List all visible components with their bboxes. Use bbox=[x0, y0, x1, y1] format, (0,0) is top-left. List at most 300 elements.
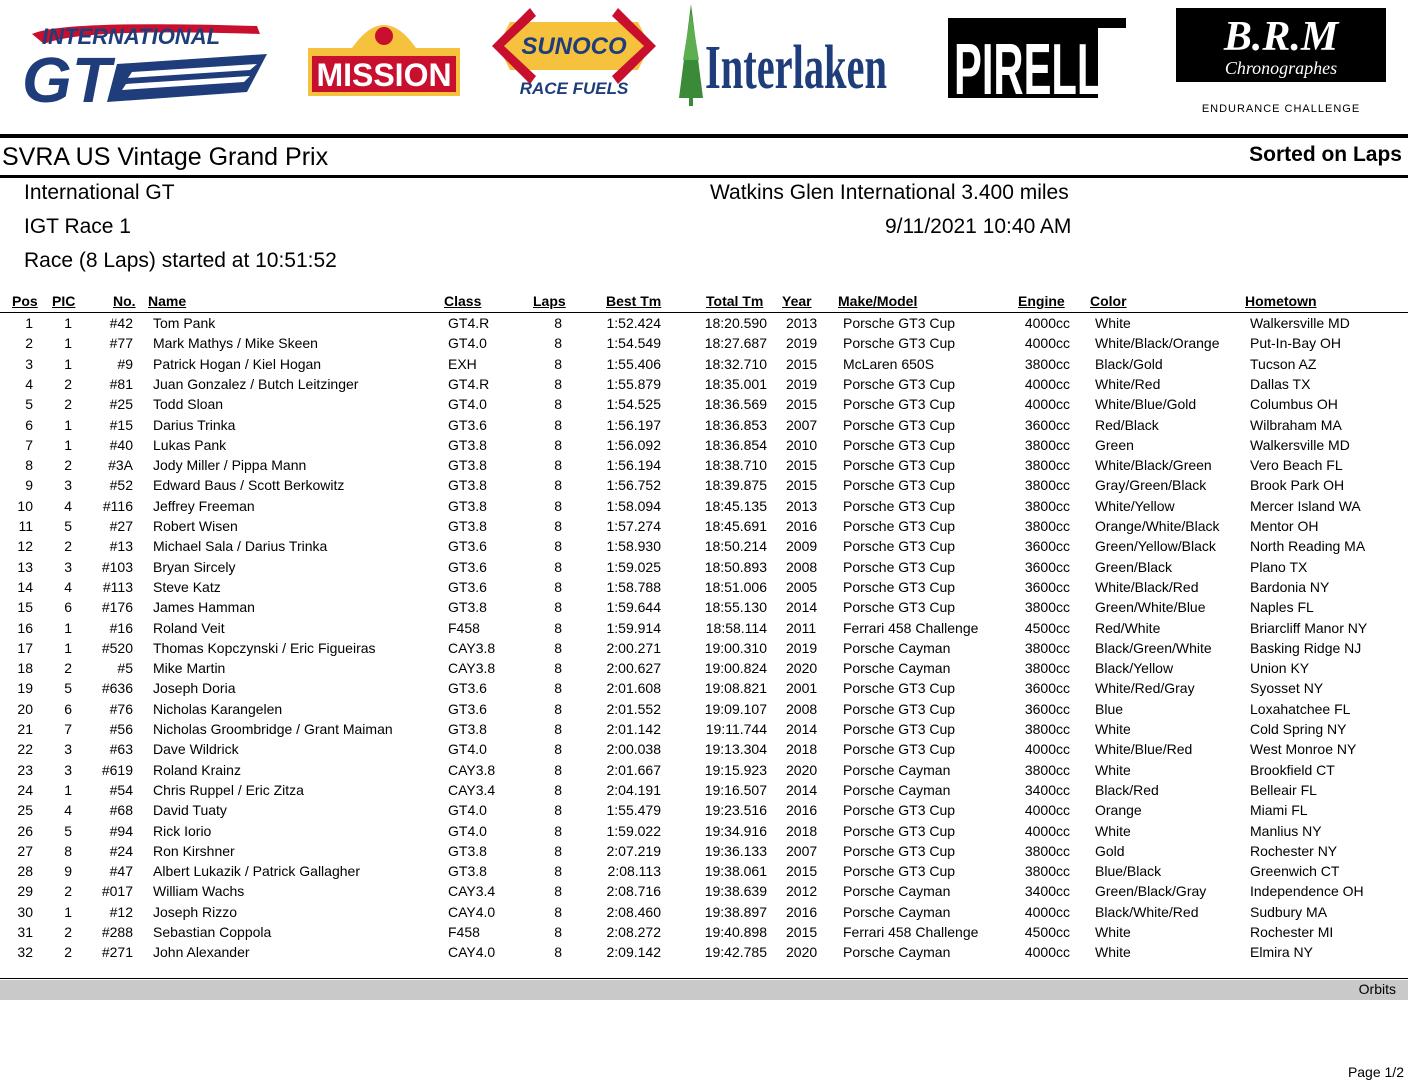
cell-best: 1:55.479 bbox=[606, 802, 661, 819]
cell-pos: 2 bbox=[25, 335, 33, 352]
table-row bbox=[0, 376, 1408, 396]
cell-pos: 27 bbox=[17, 842, 33, 859]
cell-total: 19:36.133 bbox=[704, 842, 767, 859]
cell-total: 19:42.785 bbox=[704, 944, 767, 961]
cell-name: Edward Baus / Scott Berkowitz bbox=[153, 477, 345, 494]
cell-make: Porsche GT3 Cup bbox=[843, 416, 956, 433]
cell-total: 18:39.875 bbox=[704, 477, 767, 494]
cell-no: #40 bbox=[109, 436, 133, 453]
track-name: Watkins Glen International 3.400 miles bbox=[710, 181, 1069, 204]
cell-hometown: Bardonia NY bbox=[1250, 578, 1330, 595]
table-row bbox=[0, 620, 1408, 640]
cell-no: #9 bbox=[117, 355, 133, 372]
cell-make: Porsche Cayman bbox=[843, 883, 951, 900]
cell-make: Porsche GT3 Cup bbox=[843, 518, 956, 534]
cell-laps: 8 bbox=[554, 558, 562, 575]
cell-total: 19:00.824 bbox=[704, 660, 767, 677]
cell-hometown: Basking Ridge NJ bbox=[1250, 639, 1362, 656]
cell-pic: 2 bbox=[64, 883, 72, 900]
cell-color: White bbox=[1095, 315, 1131, 331]
page-title: SVRA US Vintage Grand Prix bbox=[2, 143, 329, 171]
cell-hometown: Plano TX bbox=[1250, 558, 1308, 575]
cell-name: Todd Sloan bbox=[153, 396, 224, 413]
cell-color: Blue bbox=[1095, 700, 1124, 717]
cell-color: White/Red/Gray bbox=[1095, 680, 1195, 697]
svg-text:B.R.M: B.R.M bbox=[1223, 14, 1339, 60]
cell-engine: 3800cc bbox=[1024, 761, 1070, 778]
cell-name: Robert Wisen bbox=[153, 518, 238, 534]
cell-year: 2020 bbox=[786, 660, 818, 677]
cell-color: White bbox=[1095, 721, 1131, 737]
cell-make: Porsche GT3 Cup bbox=[843, 741, 956, 758]
cell-best: 1:52.424 bbox=[606, 315, 661, 331]
cell-total: 19:38.061 bbox=[704, 863, 767, 880]
cell-name: Lukas Pank bbox=[153, 436, 227, 453]
cell-total: 18:36.854 bbox=[704, 436, 767, 453]
table-row bbox=[0, 924, 1408, 944]
cell-pos: 7 bbox=[25, 436, 33, 453]
cell-laps: 8 bbox=[554, 619, 562, 636]
cell-hometown: West Monroe NY bbox=[1250, 741, 1357, 758]
cell-color: White bbox=[1095, 761, 1131, 778]
cell-best: 2:04.191 bbox=[606, 781, 661, 798]
cell-name: Roland Krainz bbox=[153, 761, 241, 778]
cell-laps: 8 bbox=[554, 680, 562, 697]
cell-laps: 8 bbox=[554, 457, 562, 474]
table-row bbox=[0, 843, 1408, 863]
cell-hometown: Loxahatchee FL bbox=[1250, 700, 1351, 717]
cell-color: Green/Yellow/Black bbox=[1095, 538, 1216, 555]
cell-total: 18:35.001 bbox=[704, 375, 767, 392]
cell-year: 2008 bbox=[786, 700, 818, 717]
cell-pic: 7 bbox=[64, 721, 72, 737]
cell-class: GT3.8 bbox=[448, 599, 487, 616]
table-row bbox=[0, 741, 1408, 761]
cell-make: Porsche GT3 Cup bbox=[843, 599, 956, 616]
cell-total: 18:32.710 bbox=[704, 355, 767, 372]
cell-engine: 3600cc bbox=[1024, 538, 1070, 555]
cell-pic: 3 bbox=[64, 761, 72, 778]
table-row bbox=[0, 721, 1408, 741]
cell-name: Bryan Sircely bbox=[153, 558, 236, 575]
cell-laps: 8 bbox=[554, 660, 562, 677]
cell-pic: 6 bbox=[64, 700, 72, 717]
cell-color: White bbox=[1095, 944, 1131, 961]
cell-color: White/Blue/Red bbox=[1095, 741, 1193, 758]
cell-pos: 26 bbox=[17, 822, 33, 839]
cell-class: GT3.6 bbox=[448, 680, 487, 697]
cell-color: Blue/Black bbox=[1095, 863, 1162, 880]
cell-hometown: Elmira NY bbox=[1250, 944, 1314, 961]
cell-year: 2015 bbox=[786, 396, 818, 413]
cell-pos: 28 bbox=[17, 863, 33, 880]
cell-pic: 5 bbox=[64, 518, 72, 534]
table-row bbox=[0, 559, 1408, 579]
cell-best: 2:01.667 bbox=[606, 761, 661, 778]
cell-best: 1:56.194 bbox=[606, 457, 661, 474]
cell-laps: 8 bbox=[554, 315, 562, 331]
cell-no: #54 bbox=[109, 781, 133, 798]
cell-no: #176 bbox=[101, 599, 133, 616]
cell-color: Green/Black bbox=[1095, 558, 1173, 575]
col-pic: PIC bbox=[52, 293, 76, 309]
cell-color: White/Black/Red bbox=[1095, 578, 1199, 595]
page-number: Page 1/2 bbox=[1347, 1064, 1404, 1080]
cell-color: White/Yellow bbox=[1095, 497, 1175, 514]
cell-laps: 8 bbox=[554, 416, 562, 433]
cell-class: F458 bbox=[448, 924, 480, 940]
cell-hometown: Union KY bbox=[1250, 660, 1310, 677]
col-class: Class bbox=[444, 293, 482, 309]
footer-bar bbox=[0, 980, 1408, 1000]
cell-pos: 21 bbox=[17, 721, 33, 737]
cell-hometown: Belleair FL bbox=[1250, 781, 1317, 798]
cell-no: #520 bbox=[101, 639, 133, 656]
sunoco-logo bbox=[490, 8, 658, 96]
cell-year: 2016 bbox=[786, 802, 818, 819]
cell-name: James Hamman bbox=[153, 599, 255, 616]
cell-make: Porsche GT3 Cup bbox=[843, 558, 956, 575]
cell-engine: 4000cc bbox=[1024, 741, 1070, 758]
cell-pos: 8 bbox=[25, 457, 33, 474]
cell-color: White bbox=[1095, 924, 1131, 940]
cell-total: 18:58.114 bbox=[705, 619, 767, 636]
cell-hometown: Put-In-Bay OH bbox=[1250, 335, 1342, 352]
table-row bbox=[0, 701, 1408, 721]
cell-pic: 1 bbox=[64, 315, 72, 331]
cell-class: GT3.6 bbox=[448, 700, 487, 717]
cell-year: 2011 bbox=[786, 619, 817, 636]
table-row bbox=[0, 782, 1408, 802]
cell-no: #5 bbox=[117, 660, 133, 677]
cell-year: 2016 bbox=[786, 903, 818, 920]
cell-color: Black/Green/White bbox=[1095, 639, 1212, 656]
cell-class: GT3.6 bbox=[448, 416, 487, 433]
cell-make: Porsche GT3 Cup bbox=[843, 375, 956, 392]
col-year: Year bbox=[782, 293, 812, 309]
col-hometown: Hometown bbox=[1245, 293, 1317, 309]
cell-pos: 5 bbox=[25, 396, 33, 413]
cell-pos: 20 bbox=[17, 700, 33, 717]
cell-color: Red/Black bbox=[1095, 416, 1159, 433]
cell-class: GT3.8 bbox=[448, 842, 487, 859]
cell-total: 18:51.006 bbox=[704, 578, 767, 595]
cell-make: Porsche Cayman bbox=[843, 660, 951, 677]
cell-best: 1:58.930 bbox=[606, 538, 661, 555]
cell-laps: 8 bbox=[554, 639, 562, 656]
cell-color: Orange/White/Black bbox=[1095, 518, 1220, 534]
cell-year: 2016 bbox=[786, 518, 818, 534]
cell-no: #16 bbox=[109, 619, 133, 636]
cell-laps: 8 bbox=[554, 924, 562, 940]
cell-hometown: Brookfield CT bbox=[1250, 761, 1335, 778]
cell-make: Porsche GT3 Cup bbox=[843, 396, 956, 413]
cell-class: CAY3.8 bbox=[448, 660, 496, 677]
cell-name: Darius Trinka bbox=[153, 416, 236, 433]
cell-year: 2009 bbox=[786, 538, 818, 555]
cell-name: Ron Kirshner bbox=[153, 842, 235, 859]
cell-name: Rick Iorio bbox=[153, 822, 212, 839]
cell-pic: 1 bbox=[64, 355, 72, 372]
cell-make: Porsche GT3 Cup bbox=[843, 477, 956, 494]
cell-pic: 1 bbox=[64, 416, 72, 433]
svg-text:MISSION: MISSION bbox=[316, 57, 452, 93]
cell-best: 2:01.608 bbox=[606, 680, 661, 697]
cell-total: 19:38.897 bbox=[704, 903, 767, 920]
cell-class: GT3.8 bbox=[448, 497, 487, 514]
cell-pos: 32 bbox=[17, 944, 33, 961]
cell-engine: 3800cc bbox=[1024, 842, 1070, 859]
table-row bbox=[0, 680, 1408, 700]
bottom-rule bbox=[0, 978, 1408, 979]
cell-pic: 4 bbox=[64, 578, 72, 595]
cell-pic: 3 bbox=[64, 477, 72, 494]
cell-best: 2:00.627 bbox=[606, 660, 661, 677]
cell-hometown: Cold Spring NY bbox=[1250, 721, 1347, 737]
cell-year: 2010 bbox=[786, 436, 818, 453]
cell-color: Black/Red bbox=[1095, 781, 1159, 798]
cell-name: Steve Katz bbox=[153, 578, 221, 595]
cell-pos: 24 bbox=[17, 781, 33, 798]
cell-make: Porsche GT3 Cup bbox=[843, 802, 956, 819]
cell-best: 2:07.219 bbox=[606, 842, 661, 859]
cell-class: GT4.0 bbox=[448, 335, 487, 352]
cell-name: Dave Wildrick bbox=[153, 741, 239, 758]
cell-pos: 11 bbox=[18, 518, 33, 534]
cell-name: Tom Pank bbox=[153, 315, 216, 331]
cell-make: Porsche GT3 Cup bbox=[843, 436, 956, 453]
cell-best: 1:59.025 bbox=[606, 558, 661, 575]
cell-pos: 14 bbox=[17, 578, 33, 595]
cell-name: David Tuaty bbox=[153, 802, 227, 819]
cell-best: 1:57.274 bbox=[606, 518, 661, 534]
table-row bbox=[0, 437, 1408, 457]
cell-make: Porsche GT3 Cup bbox=[843, 497, 956, 514]
cell-class: GT4.R bbox=[448, 375, 490, 392]
cell-make: Ferrari 458 Challenge bbox=[843, 924, 979, 940]
cell-year: 2019 bbox=[786, 375, 818, 392]
cell-color: White bbox=[1095, 822, 1131, 839]
race-name: IGT Race 1 bbox=[24, 215, 131, 238]
cell-pos: 29 bbox=[17, 883, 33, 900]
cell-class: GT3.6 bbox=[448, 578, 487, 595]
cell-best: 1:56.092 bbox=[606, 436, 661, 453]
title-rule bbox=[0, 175, 1408, 178]
cell-no: #47 bbox=[109, 863, 133, 880]
cell-pic: 1 bbox=[64, 903, 72, 920]
cell-color: Red/White bbox=[1095, 619, 1161, 636]
cell-best: 1:56.752 bbox=[606, 477, 661, 494]
table-row bbox=[0, 904, 1408, 924]
cell-best: 1:59.644 bbox=[606, 599, 661, 616]
cell-pos: 30 bbox=[17, 903, 33, 920]
cell-total: 18:27.687 bbox=[704, 335, 767, 352]
cell-total: 19:09.107 bbox=[704, 700, 767, 717]
cell-total: 19:08.821 bbox=[704, 680, 767, 697]
cell-laps: 8 bbox=[554, 863, 562, 880]
cell-laps: 8 bbox=[554, 700, 562, 717]
cell-total: 18:45.135 bbox=[704, 497, 767, 514]
cell-pic: 1 bbox=[64, 619, 72, 636]
cell-best: 2:01.552 bbox=[606, 700, 661, 717]
cell-pos: 31 bbox=[17, 924, 33, 940]
cell-name: Juan Gonzalez / Butch Leitzinger bbox=[153, 375, 359, 392]
table-row bbox=[0, 863, 1408, 883]
cell-hometown: Walkersville MD bbox=[1250, 436, 1350, 453]
cell-year: 2020 bbox=[786, 944, 818, 961]
svg-text:PIRELLI: PIRELLI bbox=[954, 30, 1114, 110]
col-make: Make/Model bbox=[838, 293, 918, 309]
table-row bbox=[0, 640, 1408, 660]
cell-name: Roland Veit bbox=[153, 619, 225, 636]
cell-no: #271 bbox=[101, 944, 133, 961]
cell-name: Albert Lukazik / Patrick Gallagher bbox=[153, 863, 360, 880]
cell-laps: 8 bbox=[554, 335, 562, 352]
cell-name: Jeffrey Freeman bbox=[153, 497, 255, 514]
cell-laps: 8 bbox=[554, 355, 562, 372]
table-row bbox=[0, 396, 1408, 416]
cell-year: 2001 bbox=[786, 680, 818, 697]
col-engine: Engine bbox=[1018, 293, 1065, 309]
race-start: Race (8 Laps) started at 10:51:52 bbox=[24, 249, 337, 272]
cell-engine: 3800cc bbox=[1024, 639, 1070, 656]
cell-best: 1:55.879 bbox=[606, 375, 661, 392]
cell-no: #636 bbox=[101, 680, 133, 697]
cell-best: 1:56.197 bbox=[606, 416, 661, 433]
cell-year: 2015 bbox=[786, 924, 818, 940]
cell-name: Mark Mathys / Mike Skeen bbox=[153, 335, 318, 352]
cell-total: 19:13.304 bbox=[704, 741, 767, 758]
cell-total: 18:50.893 bbox=[704, 558, 767, 575]
cell-pic: 8 bbox=[64, 842, 72, 859]
cell-laps: 8 bbox=[554, 842, 562, 859]
cell-pos: 3 bbox=[25, 355, 33, 372]
cell-pos: 12 bbox=[17, 538, 33, 555]
cell-color: White/Black/Green bbox=[1095, 457, 1212, 474]
cell-hometown: Manlius NY bbox=[1250, 822, 1322, 839]
cell-class: GT3.8 bbox=[448, 863, 487, 880]
table-row bbox=[0, 356, 1408, 376]
cell-total: 18:50.214 bbox=[704, 538, 767, 555]
cell-name: Patrick Hogan / Kiel Hogan bbox=[153, 355, 322, 372]
cell-best: 2:08.716 bbox=[606, 883, 661, 900]
cell-make: Ferrari 458 Challenge bbox=[843, 619, 979, 636]
table-row bbox=[0, 335, 1408, 355]
cell-class: GT4.0 bbox=[448, 741, 487, 758]
mission-logo bbox=[308, 8, 460, 96]
cell-class: GT3.8 bbox=[448, 721, 487, 737]
svg-text:Chronographes: Chronographes bbox=[1224, 58, 1338, 78]
cell-name: Mike Martin bbox=[153, 660, 226, 677]
cell-engine: 3800cc bbox=[1024, 457, 1070, 474]
cell-engine: 3600cc bbox=[1024, 416, 1070, 433]
cell-engine: 4500cc bbox=[1024, 619, 1070, 636]
svg-text:SUNOCO: SUNOCO bbox=[521, 33, 627, 60]
cell-no: #76 bbox=[109, 700, 133, 717]
cell-engine: 3800cc bbox=[1024, 599, 1070, 616]
cell-year: 2013 bbox=[786, 315, 818, 331]
cell-hometown: Columbus OH bbox=[1250, 396, 1338, 413]
cell-pic: 2 bbox=[64, 457, 72, 474]
cell-pos: 23 bbox=[17, 761, 33, 778]
cell-year: 2018 bbox=[786, 741, 818, 758]
cell-laps: 8 bbox=[554, 599, 562, 616]
cell-pic: 9 bbox=[64, 863, 72, 880]
cell-year: 2014 bbox=[786, 599, 818, 616]
cell-year: 2005 bbox=[786, 578, 818, 595]
footer-orbits: Orbits bbox=[1358, 981, 1396, 997]
cell-color: Green/Black/Gray bbox=[1095, 883, 1207, 900]
col-laps: Laps bbox=[533, 293, 566, 309]
cell-total: 18:38.710 bbox=[704, 457, 767, 474]
cell-name: Thomas Kopczynski / Eric Figueiras bbox=[153, 639, 376, 656]
cell-total: 18:20.590 bbox=[704, 315, 767, 331]
cell-make: Porsche GT3 Cup bbox=[843, 457, 956, 474]
cell-engine: 3800cc bbox=[1024, 518, 1070, 534]
cell-class: GT3.8 bbox=[448, 518, 487, 534]
cell-hometown: Mercer Island WA bbox=[1250, 497, 1361, 514]
svg-text:INTERNATIONAL: INTERNATIONAL bbox=[42, 24, 221, 49]
cell-engine: 3800cc bbox=[1024, 863, 1070, 880]
cell-hometown: Rochester MI bbox=[1250, 924, 1334, 940]
cell-hometown: Briarcliff Manor NY bbox=[1250, 619, 1368, 636]
cell-laps: 8 bbox=[554, 761, 562, 778]
cell-hometown: Vero Beach FL bbox=[1250, 457, 1343, 474]
cell-hometown: Greenwich CT bbox=[1250, 863, 1340, 880]
cell-no: #56 bbox=[109, 721, 133, 737]
cell-pic: 5 bbox=[64, 822, 72, 839]
cell-best: 2:01.142 bbox=[606, 721, 661, 737]
cell-no: #619 bbox=[101, 761, 133, 778]
cell-pos: 13 bbox=[17, 558, 33, 575]
table-row bbox=[0, 417, 1408, 437]
cell-year: 2019 bbox=[786, 335, 818, 352]
table-row bbox=[0, 477, 1408, 497]
cell-engine: 4000cc bbox=[1024, 315, 1070, 331]
cell-no: #12 bbox=[109, 903, 133, 920]
cell-pic: 1 bbox=[64, 781, 72, 798]
cell-class: GT3.8 bbox=[448, 477, 487, 494]
cell-best: 1:55.406 bbox=[606, 355, 661, 372]
cell-pos: 25 bbox=[17, 802, 33, 819]
cell-pic: 6 bbox=[64, 599, 72, 616]
cell-make: Porsche GT3 Cup bbox=[843, 842, 956, 859]
cell-engine: 3800cc bbox=[1024, 660, 1070, 677]
cell-class: GT4.0 bbox=[448, 396, 487, 413]
cell-color: Black/White/Red bbox=[1095, 903, 1199, 920]
cell-make: Porsche GT3 Cup bbox=[843, 538, 956, 555]
pirelli-logo bbox=[948, 14, 1126, 110]
cell-laps: 8 bbox=[554, 375, 562, 392]
cell-engine: 3600cc bbox=[1024, 680, 1070, 697]
cell-laps: 8 bbox=[554, 538, 562, 555]
cell-year: 2007 bbox=[786, 842, 818, 859]
cell-laps: 8 bbox=[554, 477, 562, 494]
cell-laps: 8 bbox=[554, 721, 562, 737]
cell-year: 2013 bbox=[786, 497, 818, 514]
table-row bbox=[0, 599, 1408, 619]
cell-best: 1:59.022 bbox=[606, 822, 661, 839]
cell-pic: 1 bbox=[64, 639, 72, 656]
cell-no: #116 bbox=[102, 497, 133, 514]
cell-class: CAY3.4 bbox=[448, 883, 496, 900]
cell-engine: 4500cc bbox=[1024, 924, 1070, 940]
top-rule bbox=[0, 134, 1408, 138]
cell-make: McLaren 650S bbox=[843, 355, 935, 372]
cell-engine: 4000cc bbox=[1024, 802, 1070, 819]
cell-total: 18:36.853 bbox=[704, 416, 767, 433]
cell-pos: 18 bbox=[17, 660, 33, 677]
